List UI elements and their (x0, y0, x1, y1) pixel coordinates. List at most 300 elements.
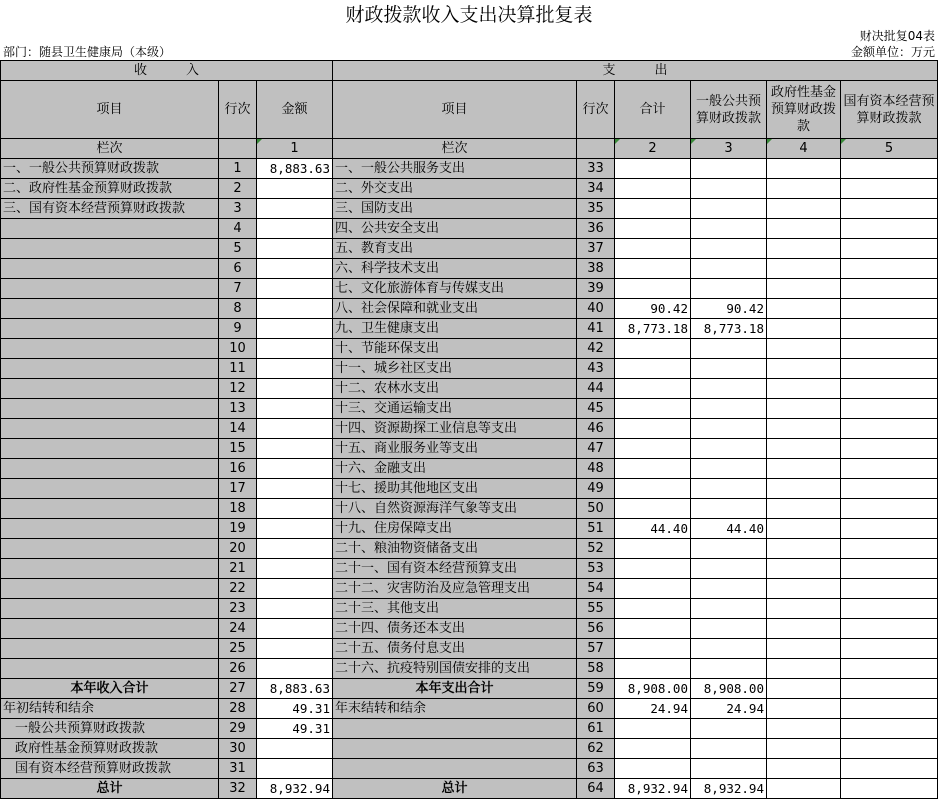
state-capital-amount[interactable] (841, 579, 938, 599)
expense-line-no[interactable]: 59 (577, 679, 615, 699)
column-index-label[interactable]: 栏次 (1, 139, 219, 159)
gov-fund-amount[interactable] (767, 239, 841, 259)
expense-item[interactable]: 十七、援助其他地区支出 (333, 479, 577, 499)
expense-line-no[interactable]: 40 (577, 299, 615, 319)
expense-item[interactable]: 十八、自然资源海洋气象等支出 (333, 499, 577, 519)
income-amount[interactable] (257, 639, 333, 659)
column-index-gov-fund[interactable]: 4 (767, 139, 841, 159)
income-line-no[interactable]: 2 (219, 179, 257, 199)
gov-fund-amount[interactable] (767, 539, 841, 559)
general-budget-amount[interactable] (691, 439, 767, 459)
expense-item[interactable]: 十五、商业服务业等支出 (333, 439, 577, 459)
gov-fund-amount[interactable] (767, 659, 841, 679)
gov-fund-header[interactable]: 政府性基金预算财政拨款 (767, 81, 841, 139)
state-capital-amount[interactable] (841, 379, 938, 399)
total-amount[interactable] (615, 759, 691, 779)
general-budget-amount[interactable] (691, 599, 767, 619)
income-item-header[interactable]: 项目 (1, 81, 219, 139)
total-amount[interactable] (615, 419, 691, 439)
total-amount[interactable] (615, 599, 691, 619)
general-budget-amount[interactable] (691, 579, 767, 599)
expense-line-no[interactable]: 61 (577, 719, 615, 739)
income-amount[interactable] (257, 279, 333, 299)
general-budget-amount[interactable]: 90.42 (691, 299, 767, 319)
income-amount[interactable] (257, 519, 333, 539)
column-index-exp-label[interactable]: 栏次 (333, 139, 577, 159)
income-line-no[interactable]: 30 (219, 739, 257, 759)
expense-summary-item[interactable]: 总计 (333, 779, 577, 799)
gov-fund-amount[interactable] (767, 219, 841, 239)
total-amount[interactable]: 44.40 (615, 519, 691, 539)
income-summary-item[interactable]: 年初结转和结余 (1, 699, 219, 719)
state-capital-amount[interactable] (841, 779, 938, 799)
expense-line-no[interactable]: 39 (577, 279, 615, 299)
gov-fund-amount[interactable] (767, 579, 841, 599)
expense-line-no[interactable]: 47 (577, 439, 615, 459)
gov-fund-amount[interactable] (767, 339, 841, 359)
income-item[interactable] (1, 579, 219, 599)
income-amount[interactable] (257, 459, 333, 479)
income-amount[interactable] (257, 499, 333, 519)
state-capital-amount[interactable] (841, 479, 938, 499)
gov-fund-amount[interactable] (767, 559, 841, 579)
state-capital-amount[interactable] (841, 319, 938, 339)
total-amount[interactable] (615, 579, 691, 599)
income-amount[interactable] (257, 219, 333, 239)
gov-fund-amount[interactable] (767, 359, 841, 379)
income-item[interactable] (1, 419, 219, 439)
expense-line-no[interactable]: 43 (577, 359, 615, 379)
state-capital-amount[interactable] (841, 699, 938, 719)
general-budget-amount[interactable] (691, 539, 767, 559)
income-line-no[interactable]: 32 (219, 779, 257, 799)
income-line-no[interactable]: 7 (219, 279, 257, 299)
income-amount[interactable] (257, 439, 333, 459)
expense-item[interactable]: 七、文化旅游体育与传媒支出 (333, 279, 577, 299)
gov-fund-amount[interactable] (767, 759, 841, 779)
expense-line-no[interactable]: 48 (577, 459, 615, 479)
gov-fund-amount[interactable] (767, 399, 841, 419)
general-budget-amount[interactable] (691, 179, 767, 199)
income-item[interactable] (1, 379, 219, 399)
income-line-header[interactable]: 行次 (219, 81, 257, 139)
income-line-no[interactable]: 11 (219, 359, 257, 379)
income-item[interactable]: 一、一般公共预算财政拨款 (1, 159, 219, 179)
gov-fund-amount[interactable] (767, 299, 841, 319)
income-amount[interactable] (257, 259, 333, 279)
expense-line-no[interactable]: 51 (577, 519, 615, 539)
general-budget-amount[interactable] (691, 219, 767, 239)
total-amount[interactable] (615, 259, 691, 279)
gov-fund-amount[interactable] (767, 739, 841, 759)
income-item[interactable] (1, 319, 219, 339)
expense-summary-item[interactable] (333, 719, 577, 739)
income-item[interactable] (1, 459, 219, 479)
state-capital-amount[interactable] (841, 359, 938, 379)
gov-fund-amount[interactable] (767, 779, 841, 799)
income-line-no[interactable]: 4 (219, 219, 257, 239)
income-item[interactable] (1, 519, 219, 539)
total-amount[interactable] (615, 159, 691, 179)
state-capital-amount[interactable] (841, 179, 938, 199)
income-amount[interactable] (257, 559, 333, 579)
income-item[interactable] (1, 499, 219, 519)
general-budget-amount[interactable] (691, 199, 767, 219)
income-amount[interactable] (257, 299, 333, 319)
general-budget-amount[interactable] (691, 759, 767, 779)
income-item[interactable] (1, 479, 219, 499)
total-amount[interactable] (615, 459, 691, 479)
expense-item[interactable]: 二十五、债务付息支出 (333, 639, 577, 659)
state-capital-amount[interactable] (841, 419, 938, 439)
state-capital-amount[interactable] (841, 239, 938, 259)
gov-fund-amount[interactable] (767, 439, 841, 459)
general-budget-amount[interactable] (691, 459, 767, 479)
general-budget-header[interactable]: 一般公共预算财政拨款 (691, 81, 767, 139)
general-budget-amount[interactable] (691, 659, 767, 679)
gov-fund-amount[interactable] (767, 719, 841, 739)
state-capital-amount[interactable] (841, 539, 938, 559)
state-capital-amount[interactable] (841, 459, 938, 479)
expense-item[interactable]: 十、节能环保支出 (333, 339, 577, 359)
expense-line-no[interactable]: 50 (577, 499, 615, 519)
expense-line-no[interactable]: 63 (577, 759, 615, 779)
general-budget-amount[interactable]: 24.94 (691, 699, 767, 719)
column-index-total[interactable]: 2 (615, 139, 691, 159)
income-line-no[interactable]: 24 (219, 619, 257, 639)
gov-fund-amount[interactable] (767, 619, 841, 639)
total-amount[interactable] (615, 439, 691, 459)
expense-item[interactable]: 二十三、其他支出 (333, 599, 577, 619)
expense-item[interactable]: 二十二、灾害防治及应急管理支出 (333, 579, 577, 599)
expense-line-no[interactable]: 37 (577, 239, 615, 259)
general-budget-amount[interactable] (691, 159, 767, 179)
income-summary-amount[interactable]: 8,932.94 (257, 779, 333, 799)
state-capital-amount[interactable] (841, 639, 938, 659)
expense-summary-item[interactable] (333, 739, 577, 759)
income-line-no[interactable]: 28 (219, 699, 257, 719)
income-item[interactable] (1, 339, 219, 359)
income-line-no[interactable]: 1 (219, 159, 257, 179)
total-amount[interactable] (615, 479, 691, 499)
state-capital-amount[interactable] (841, 759, 938, 779)
total-amount[interactable] (615, 239, 691, 259)
income-item[interactable] (1, 619, 219, 639)
state-capital-amount[interactable] (841, 159, 938, 179)
total-amount[interactable] (615, 359, 691, 379)
gov-fund-amount[interactable] (767, 459, 841, 479)
state-capital-header[interactable]: 国有资本经营预算财政拨款 (841, 81, 938, 139)
income-line-no[interactable]: 12 (219, 379, 257, 399)
income-amount[interactable] (257, 379, 333, 399)
state-capital-amount[interactable] (841, 259, 938, 279)
state-capital-amount[interactable] (841, 679, 938, 699)
state-capital-amount[interactable] (841, 399, 938, 419)
general-budget-amount[interactable] (691, 619, 767, 639)
general-budget-amount[interactable] (691, 259, 767, 279)
expense-item[interactable]: 四、公共安全支出 (333, 219, 577, 239)
income-amount[interactable]: 8,883.63 (257, 159, 333, 179)
total-amount[interactable] (615, 399, 691, 419)
gov-fund-amount[interactable] (767, 519, 841, 539)
income-amount[interactable] (257, 619, 333, 639)
income-amount[interactable] (257, 339, 333, 359)
income-amount[interactable] (257, 359, 333, 379)
income-summary-item[interactable]: 本年收入合计 (1, 679, 219, 699)
expense-item[interactable]: 二十四、债务还本支出 (333, 619, 577, 639)
expense-item[interactable]: 一、一般公共服务支出 (333, 159, 577, 179)
column-index-blank[interactable] (577, 139, 615, 159)
income-line-no[interactable]: 25 (219, 639, 257, 659)
gov-fund-amount[interactable] (767, 259, 841, 279)
state-capital-amount[interactable] (841, 619, 938, 639)
income-amount[interactable] (257, 179, 333, 199)
income-amount[interactable] (257, 199, 333, 219)
gov-fund-amount[interactable] (767, 379, 841, 399)
expense-line-no[interactable]: 53 (577, 559, 615, 579)
income-summary-amount[interactable]: 49.31 (257, 719, 333, 739)
income-summary-amount[interactable] (257, 739, 333, 759)
column-index-state-capital[interactable]: 5 (841, 139, 938, 159)
expense-line-no[interactable]: 34 (577, 179, 615, 199)
total-amount[interactable] (615, 279, 691, 299)
expense-item[interactable]: 十二、农林水支出 (333, 379, 577, 399)
income-amount[interactable] (257, 399, 333, 419)
income-item[interactable] (1, 539, 219, 559)
expense-item[interactable]: 十四、资源勘探工业信息等支出 (333, 419, 577, 439)
expense-group-header[interactable]: 支 出 (333, 61, 938, 81)
income-line-no[interactable]: 20 (219, 539, 257, 559)
state-capital-amount[interactable] (841, 659, 938, 679)
total-amount[interactable] (615, 539, 691, 559)
general-budget-amount[interactable]: 8,908.00 (691, 679, 767, 699)
income-item[interactable]: 三、国有资本经营预算财政拨款 (1, 199, 219, 219)
income-summary-amount[interactable] (257, 759, 333, 779)
income-line-no[interactable]: 5 (219, 239, 257, 259)
expense-line-no[interactable]: 55 (577, 599, 615, 619)
expense-item[interactable]: 二、外交支出 (333, 179, 577, 199)
total-amount[interactable] (615, 659, 691, 679)
column-index-blank[interactable] (219, 139, 257, 159)
total-amount[interactable]: 8,773.18 (615, 319, 691, 339)
gov-fund-amount[interactable] (767, 179, 841, 199)
total-amount[interactable] (615, 559, 691, 579)
income-amount-header[interactable]: 金额 (257, 81, 333, 139)
expense-item[interactable]: 五、教育支出 (333, 239, 577, 259)
total-amount[interactable]: 90.42 (615, 299, 691, 319)
total-amount[interactable] (615, 499, 691, 519)
income-summary-item[interactable]: 一般公共预算财政拨款 (1, 719, 219, 739)
expense-line-no[interactable]: 58 (577, 659, 615, 679)
income-line-no[interactable]: 6 (219, 259, 257, 279)
expense-item[interactable]: 八、社会保障和就业支出 (333, 299, 577, 319)
income-item[interactable] (1, 659, 219, 679)
income-amount[interactable] (257, 539, 333, 559)
expense-line-no[interactable]: 42 (577, 339, 615, 359)
expense-item[interactable]: 十六、金融支出 (333, 459, 577, 479)
income-item[interactable] (1, 559, 219, 579)
expense-line-no[interactable]: 38 (577, 259, 615, 279)
expense-line-no[interactable]: 45 (577, 399, 615, 419)
expense-summary-item[interactable] (333, 759, 577, 779)
general-budget-amount[interactable] (691, 399, 767, 419)
expense-item[interactable]: 二十、粮油物资储备支出 (333, 539, 577, 559)
total-header[interactable]: 合计 (615, 81, 691, 139)
income-summary-amount[interactable]: 49.31 (257, 699, 333, 719)
expense-line-no[interactable]: 60 (577, 699, 615, 719)
gov-fund-amount[interactable] (767, 599, 841, 619)
general-budget-amount[interactable] (691, 499, 767, 519)
general-budget-amount[interactable] (691, 419, 767, 439)
expense-line-no[interactable]: 36 (577, 219, 615, 239)
expense-line-no[interactable]: 46 (577, 419, 615, 439)
income-line-no[interactable]: 16 (219, 459, 257, 479)
state-capital-amount[interactable] (841, 299, 938, 319)
income-item[interactable] (1, 299, 219, 319)
total-amount[interactable] (615, 719, 691, 739)
income-item[interactable] (1, 279, 219, 299)
income-item[interactable] (1, 599, 219, 619)
expense-line-no[interactable]: 44 (577, 379, 615, 399)
income-line-no[interactable]: 17 (219, 479, 257, 499)
general-budget-amount[interactable] (691, 239, 767, 259)
income-group-header[interactable]: 收 入 (1, 61, 333, 81)
income-line-no[interactable]: 22 (219, 579, 257, 599)
expense-summary-item[interactable]: 年末结转和结余 (333, 699, 577, 719)
column-index-general[interactable]: 3 (691, 139, 767, 159)
income-line-no[interactable]: 8 (219, 299, 257, 319)
income-item[interactable] (1, 639, 219, 659)
income-line-no[interactable]: 9 (219, 319, 257, 339)
gov-fund-amount[interactable] (767, 699, 841, 719)
expense-line-header[interactable]: 行次 (577, 81, 615, 139)
total-amount[interactable] (615, 739, 691, 759)
total-amount[interactable] (615, 179, 691, 199)
expense-item[interactable]: 十九、住房保障支出 (333, 519, 577, 539)
income-line-no[interactable]: 3 (219, 199, 257, 219)
gov-fund-amount[interactable] (767, 639, 841, 659)
general-budget-amount[interactable] (691, 639, 767, 659)
total-amount[interactable] (615, 219, 691, 239)
general-budget-amount[interactable] (691, 739, 767, 759)
income-amount[interactable] (257, 579, 333, 599)
income-amount[interactable] (257, 319, 333, 339)
expense-item[interactable]: 六、科学技术支出 (333, 259, 577, 279)
expense-summary-item[interactable]: 本年支出合计 (333, 679, 577, 699)
gov-fund-amount[interactable] (767, 279, 841, 299)
expense-line-no[interactable]: 35 (577, 199, 615, 219)
general-budget-amount[interactable] (691, 279, 767, 299)
state-capital-amount[interactable] (841, 739, 938, 759)
state-capital-amount[interactable] (841, 339, 938, 359)
total-amount[interactable]: 8,932.94 (615, 779, 691, 799)
expense-item[interactable]: 九、卫生健康支出 (333, 319, 577, 339)
income-line-no[interactable]: 13 (219, 399, 257, 419)
income-item[interactable] (1, 359, 219, 379)
income-line-no[interactable]: 19 (219, 519, 257, 539)
general-budget-amount[interactable] (691, 339, 767, 359)
income-line-no[interactable]: 26 (219, 659, 257, 679)
expense-line-no[interactable]: 64 (577, 779, 615, 799)
state-capital-amount[interactable] (841, 279, 938, 299)
income-line-no[interactable]: 21 (219, 559, 257, 579)
expense-item[interactable]: 三、国防支出 (333, 199, 577, 219)
gov-fund-amount[interactable] (767, 159, 841, 179)
total-amount[interactable] (615, 639, 691, 659)
income-summary-item[interactable]: 国有资本经营预算财政拨款 (1, 759, 219, 779)
income-amount[interactable] (257, 239, 333, 259)
state-capital-amount[interactable] (841, 499, 938, 519)
column-index-amount[interactable]: 1 (257, 139, 333, 159)
general-budget-amount[interactable] (691, 359, 767, 379)
income-line-no[interactable]: 29 (219, 719, 257, 739)
expense-item[interactable]: 二十一、国有资本经营预算支出 (333, 559, 577, 579)
income-amount[interactable] (257, 479, 333, 499)
income-summary-amount[interactable]: 8,883.63 (257, 679, 333, 699)
expense-item[interactable]: 二十六、抗疫特别国债安排的支出 (333, 659, 577, 679)
general-budget-amount[interactable] (691, 379, 767, 399)
expense-line-no[interactable]: 54 (577, 579, 615, 599)
expense-line-no[interactable]: 57 (577, 639, 615, 659)
income-summary-item[interactable]: 总计 (1, 779, 219, 799)
expense-line-no[interactable]: 41 (577, 319, 615, 339)
state-capital-amount[interactable] (841, 519, 938, 539)
income-line-no[interactable]: 23 (219, 599, 257, 619)
total-amount[interactable] (615, 339, 691, 359)
income-item[interactable] (1, 239, 219, 259)
expense-line-no[interactable]: 49 (577, 479, 615, 499)
income-line-no[interactable]: 31 (219, 759, 257, 779)
total-amount[interactable]: 24.94 (615, 699, 691, 719)
state-capital-amount[interactable] (841, 199, 938, 219)
general-budget-amount[interactable] (691, 559, 767, 579)
income-amount[interactable] (257, 599, 333, 619)
general-budget-amount[interactable] (691, 719, 767, 739)
gov-fund-amount[interactable] (767, 679, 841, 699)
state-capital-amount[interactable] (841, 219, 938, 239)
income-item[interactable] (1, 219, 219, 239)
income-line-no[interactable]: 27 (219, 679, 257, 699)
gov-fund-amount[interactable] (767, 319, 841, 339)
total-amount[interactable] (615, 379, 691, 399)
expense-line-no[interactable]: 52 (577, 539, 615, 559)
expense-line-no[interactable]: 62 (577, 739, 615, 759)
expense-line-no[interactable]: 56 (577, 619, 615, 639)
expense-item[interactable]: 十三、交通运输支出 (333, 399, 577, 419)
income-line-no[interactable]: 10 (219, 339, 257, 359)
income-amount[interactable] (257, 419, 333, 439)
income-item[interactable] (1, 439, 219, 459)
gov-fund-amount[interactable] (767, 479, 841, 499)
income-line-no[interactable]: 14 (219, 419, 257, 439)
income-amount[interactable] (257, 659, 333, 679)
income-summary-item[interactable]: 政府性基金预算财政拨款 (1, 739, 219, 759)
income-item[interactable] (1, 259, 219, 279)
income-item[interactable] (1, 399, 219, 419)
total-amount[interactable] (615, 199, 691, 219)
total-amount[interactable] (615, 619, 691, 639)
expense-item[interactable]: 十一、城乡社区支出 (333, 359, 577, 379)
general-budget-amount[interactable] (691, 479, 767, 499)
general-budget-amount[interactable]: 44.40 (691, 519, 767, 539)
income-line-no[interactable]: 18 (219, 499, 257, 519)
gov-fund-amount[interactable] (767, 499, 841, 519)
state-capital-amount[interactable] (841, 599, 938, 619)
general-budget-amount[interactable]: 8,932.94 (691, 779, 767, 799)
expense-item-header[interactable]: 项目 (333, 81, 577, 139)
gov-fund-amount[interactable] (767, 419, 841, 439)
state-capital-amount[interactable] (841, 559, 938, 579)
